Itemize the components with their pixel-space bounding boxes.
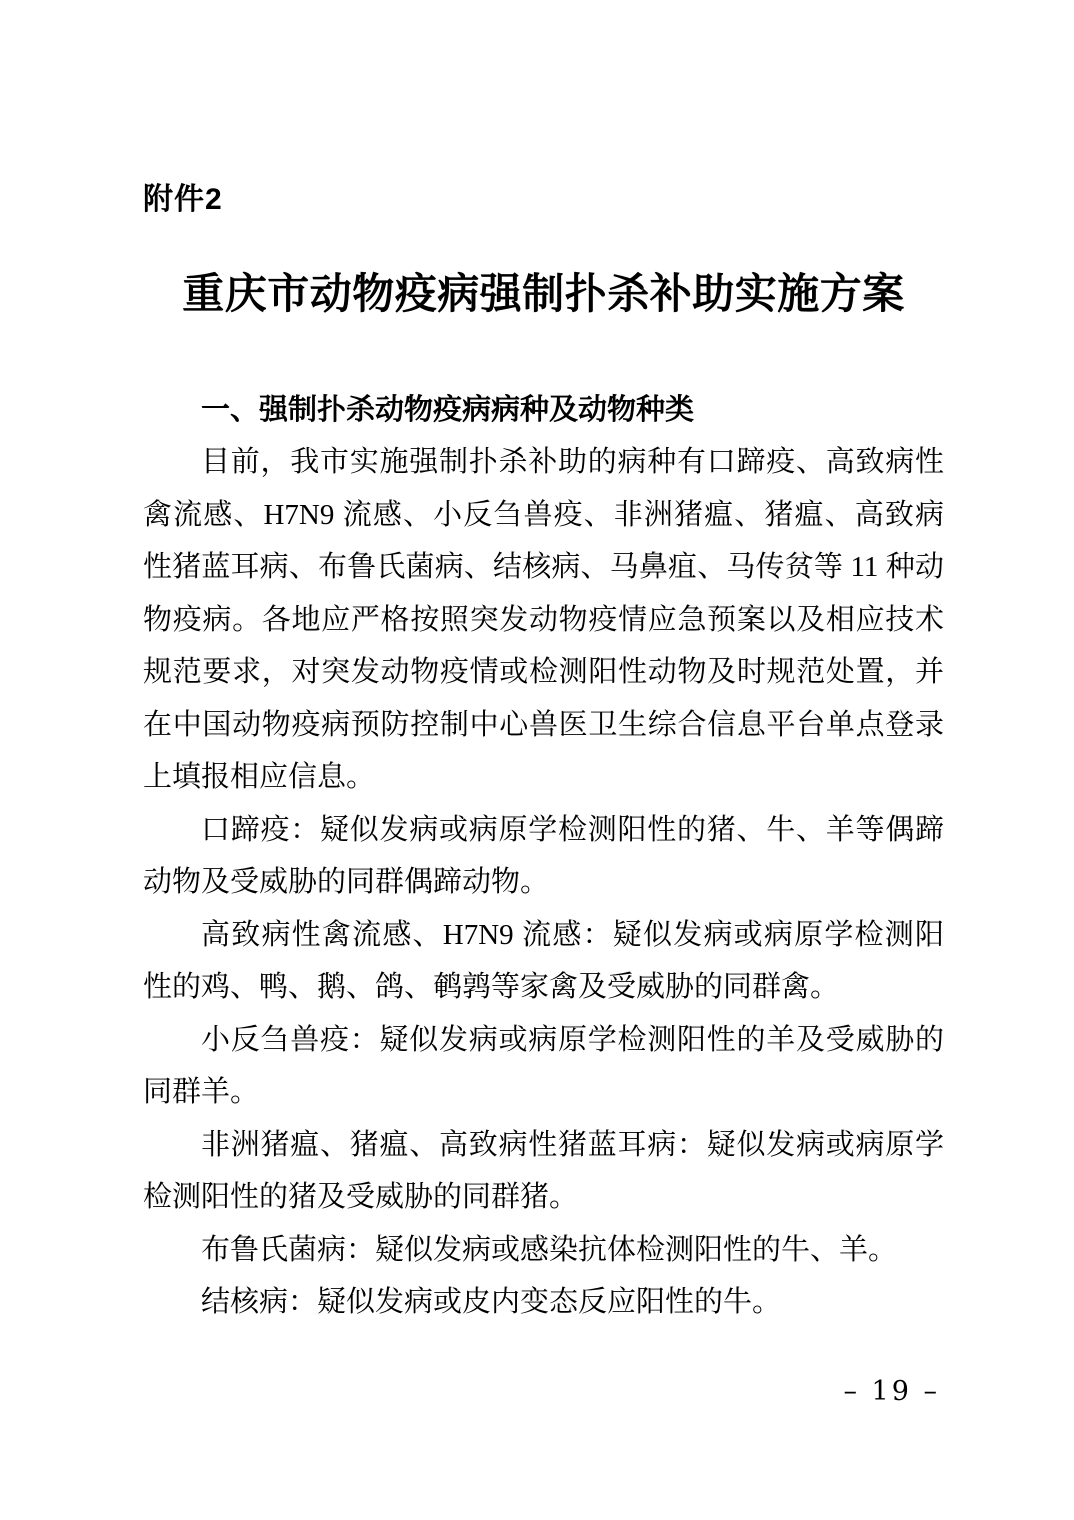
attachment-label: 附件2 [143, 183, 223, 216]
paragraph-foot-and-mouth: 口蹄疫：疑似发病或病原学检测阳性的猪、牛、羊等偶蹄动物及受威胁的同群偶蹄动物。 [143, 813, 944, 899]
page-number: – 19 – [843, 1376, 940, 1407]
section-heading: 一、强制扑杀动物疫病病种及动物种类 [201, 394, 695, 427]
paragraph-ppr: 小反刍兽疫：疑似发病或病原学检测阳性的羊及受威胁的同群羊。 [143, 1023, 944, 1109]
paragraph-tuberculosis: 结核病：疑似发病或皮内变态反应阳性的牛。 [201, 1286, 782, 1319]
paragraph-brucellosis: 布鲁氏菌病：疑似发病或感染抗体检测阳性的牛、羊。 [201, 1233, 898, 1266]
paragraph-disease-overview: 目前，我市实施强制扑杀补助的病种有口蹄疫、高致病性禽流感、H7N9 流感、小反刍兽疫、非洲猪瘟、猪瘟、高致病性猪蓝耳病、布鲁氏菌病、结核病、马鼻疽、马传贫等 11 种动物疫病。各地应严格按照突发动物疫情应急预案以及相应技术规范要求，对突发动物疫情或检测阳性动物及时规范处置，并在中国动物疫病预防控制中心兽医卫生综合信息平台单点登录上填报相应信息。 [143, 446, 944, 794]
document-title: 重庆市动物疫病强制扑杀补助实施方案 [182, 272, 905, 318]
paragraph-avian-influenza: 高致病性禽流感、H7N9 流感：疑似发病或病原学检测阳性的鸡、鸭、鹅、鸽、鹌鹑等家禽及受威胁的同群禽。 [143, 918, 944, 1004]
paragraph-swine-fever: 非洲猪瘟、猪瘟、高致病性猪蓝耳病：疑似发病或病原学检测阳性的猪及受威胁的同群猪。 [143, 1128, 944, 1214]
